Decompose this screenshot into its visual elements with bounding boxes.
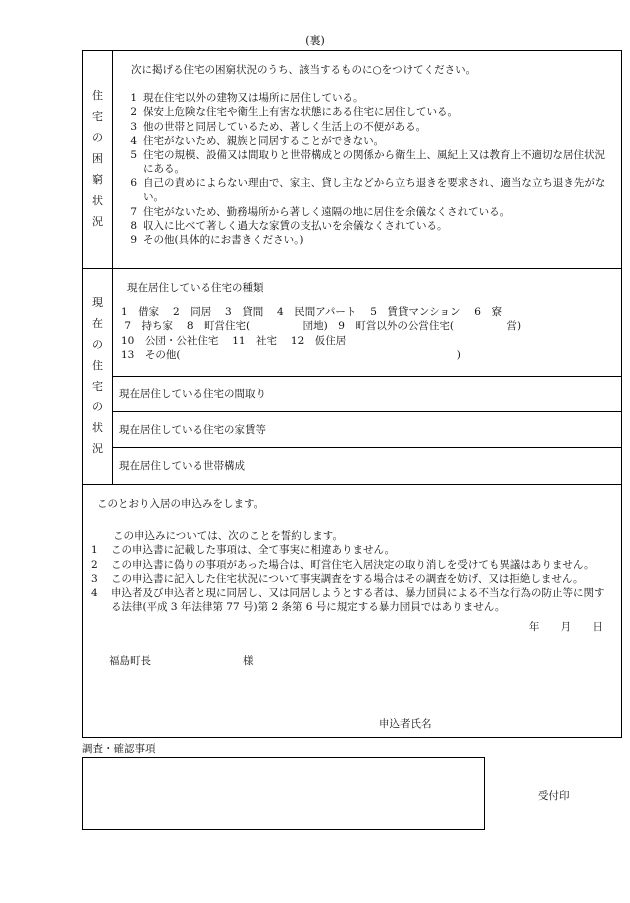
item-text: 収入に比べて著しく過大な家賃の支払いを余儀なくされている。 [143,219,448,232]
household-label: 現在居住している世帯構成 [119,460,245,473]
application-statement: このとおり入居の申込みをします。 [97,498,265,510]
housing-hardship-section [83,51,621,269]
item-text: 住宅の規模、設備又は間取りと世帯構成との関係から衛生上、風紀上又は教育上不適切な居住状況にある。 [143,148,605,176]
rent-label: 現在居住している住宅の家賃等 [119,423,266,436]
side-char: 住 [92,358,103,372]
side-char: 宅 [92,110,103,124]
current-housing-body [113,269,621,484]
declaration-section [83,485,621,737]
household-field[interactable] [113,448,621,484]
side-char: 況 [92,214,103,228]
oath-item [91,572,611,586]
oath-text: この申込書に偽りの事項があった場合は、町営住宅入居決定の取り消しを受けても異議はありません。 [111,558,595,571]
floor-plan-label: 現在居住している住宅の間取り [119,387,266,400]
rent-field[interactable] [113,412,621,448]
item-number: 6 [130,177,137,190]
oath-text: この申込書に記入した住宅状況について事実調査をする場合はその調査を妨げ、又は拒絶しません。 [111,572,584,585]
mayor-label: 福島町長 [109,655,151,668]
housing-type-row: 1 借家 2 同居 3 貸間 4 民間アパート 5 賃貸マンション 6 寮 [121,306,502,319]
survey-label: 調査・確認事項 [82,743,156,755]
side-char: 在 [92,316,103,330]
housing-type-title: 現在居住している住宅の種類 [127,282,264,294]
hardship-item[interactable] [127,105,611,119]
side-char: 状 [92,421,103,435]
hardship-item[interactable] [127,233,611,247]
housing-type-row: 7 持ち家 8 町営住宅( 団地) 9 町営以外の公営住宅( 営) [121,320,522,333]
item-text: 保安上危険な住宅や衛生上有害な状態にある住宅に居住している。 [143,106,458,119]
oath-intro: この申込みについては、次のことを誓約します。 [113,530,343,543]
oath-number: 1 [91,544,98,557]
item-text: 住宅がないため、勤務場所から著しく遠隔の地に居住を余儀なくされている。 [143,205,511,218]
item-text: 自己の責めによらない理由で、家主、貸し主などから立ち退きを要求され、適当な立ち退き先がない。 [143,177,606,204]
housing-hardship-body [113,51,621,268]
item-number: 8 [130,219,137,232]
oath-item [91,586,611,614]
housing-type-row: 10 公団・公社住宅 11 社宅 12 仮住居 [121,334,347,347]
receipt-stamp-label: 受付印 [538,790,570,802]
addressee [109,654,611,668]
item-number: 4 [130,134,137,147]
housing-type-row: 13 その他( ) [121,348,461,361]
applicant-name-label: 申込者氏名 [379,718,432,730]
oath-item [91,558,611,572]
item-number: 7 [130,205,137,218]
side-char: 窮 [92,172,103,186]
oath-number: 3 [91,572,98,585]
hardship-item[interactable] [127,176,611,204]
oath-text: 申込者及び申込者と現に同居し、又は同居しようとする者は、暴力団員による不当な行為の防止等に関する法律(平成 3 年法律第 77 号)第 2 条第 6 号に規定する暴力団員ではありません。 [111,586,605,614]
oath-number: 2 [91,558,98,571]
item-text: 住宅がないため、親族と同居することができない。 [143,134,385,147]
side-char: の [92,400,103,414]
hardship-item[interactable] [127,134,611,148]
hardship-item[interactable] [127,120,611,134]
floor-plan-field[interactable] [113,377,621,413]
side-char: 状 [92,193,103,207]
item-text: 現在住宅以外の建物又は場所に居住している。 [143,92,364,105]
application-form-back [82,50,622,738]
page-header: (裏) [305,34,325,47]
item-text: その他(具体的にお書きください。) [143,233,304,246]
side-char: の [92,337,103,351]
applicant-name-field[interactable] [379,717,432,731]
current-housing-side-label [83,269,113,484]
item-number: 1 [130,92,137,105]
hardship-item[interactable] [127,205,611,219]
item-number: 3 [130,120,137,133]
side-char: 現 [92,295,103,309]
hardship-item[interactable] [127,91,611,105]
item-text: 他の世帯と同居しているため、著しく生活上の不便がある。 [143,120,427,133]
current-housing-section [83,269,621,485]
side-char: 困 [92,152,103,166]
item-number: 5 [130,148,137,161]
date-field[interactable]: 年 月 日 [528,621,603,634]
item-number: 9 [130,233,137,246]
oath-item [91,543,611,557]
declaration-body [83,485,621,737]
side-char: の [92,131,103,145]
honorific-label: 様 [243,655,254,668]
side-char: 況 [92,442,103,456]
hardship-item[interactable] [127,219,611,233]
housing-hardship-side-label [83,51,113,268]
housing-type-cell[interactable] [113,269,621,377]
side-char: 宅 [92,379,103,393]
item-number: 2 [130,106,137,119]
oath-text: この申込書に記載した事項は、全て事実に相違ありません。 [111,544,396,557]
oath-number: 4 [91,586,98,599]
hardship-item[interactable] [127,148,611,176]
survey-box[interactable] [82,757,485,830]
side-char: 住 [92,89,103,103]
hardship-intro: 次に掲げる住宅の困窮状況のうち、該当するものに○をつけてください。 [131,64,477,76]
